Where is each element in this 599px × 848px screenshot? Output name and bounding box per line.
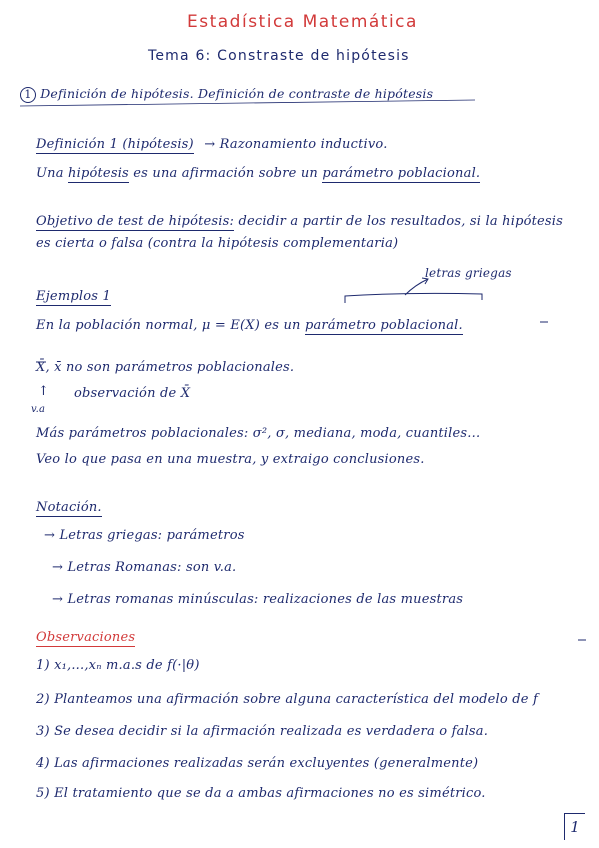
arrow-right-icon: → bbox=[44, 528, 56, 543]
observation-item-5: 5) El tratamiento que se da a ambas afirmaciones no es simétrico. bbox=[36, 786, 486, 801]
course-title: Estadística Matemática bbox=[187, 12, 418, 32]
example-line-2: X̄, x̄ no son parámetros poblacionales. bbox=[36, 360, 295, 375]
definition-text-middle: es una afirmación sobre un bbox=[133, 166, 318, 181]
bracket-icon bbox=[345, 293, 482, 303]
definition-term-hipotesis: hipótesis bbox=[68, 166, 129, 181]
example-line-4: Más parámetros poblacionales: σ², σ, mediana, moda, cuantiles... bbox=[36, 426, 481, 441]
objective-text-2: es cierta o falsa (contra la hipótesis complementaria) bbox=[36, 236, 399, 251]
example-line-1-formula: μ = E(X) es un bbox=[201, 318, 301, 333]
observation-item-1: 1) x₁,...,xₙ m.a.s de f(·|θ) bbox=[36, 658, 200, 673]
definition-label: Definición 1 (hipótesis) bbox=[36, 137, 194, 152]
example-line-5: Veo lo que pasa en una muestra, y extraigo conclusiones. bbox=[36, 452, 425, 467]
arrow-right-icon: → bbox=[52, 592, 64, 607]
definition-text-prefix: Una bbox=[36, 166, 64, 181]
example-line-3-arrow: ↑ bbox=[38, 384, 50, 399]
objective-label: Objetivo de test de hipótesis: bbox=[36, 214, 235, 229]
notation-item-1-text: Letras griegas: parámetros bbox=[59, 528, 245, 543]
arrow-up-right-icon bbox=[405, 279, 428, 295]
section-number: 1 bbox=[20, 87, 36, 103]
objective-text-1: decidir a partir de los resultados, si la hipótesis bbox=[238, 214, 564, 229]
section-heading-text: Definición de hipótesis. Definición de contraste de hipótesis bbox=[40, 86, 434, 101]
observation-item-4: 4) Las afirmaciones realizadas serán excluyentes (generalmente) bbox=[36, 756, 479, 771]
examples-label-text: Ejemplos 1 bbox=[36, 289, 111, 304]
observations-label-text: Observaciones bbox=[36, 630, 136, 645]
example-line-1-prefix: En la población normal, bbox=[36, 318, 198, 333]
notation-item-2-text: Letras Romanas: son v.a. bbox=[67, 560, 237, 575]
annotation-letras-griegas: letras griegas bbox=[425, 266, 512, 280]
example-line-3: observación de X̄ bbox=[74, 386, 191, 401]
observation-item-3: 3) Se desea decidir si la afirmación realizada es verdadera o falsa. bbox=[36, 724, 489, 739]
notation-label-text: Notación. bbox=[36, 500, 102, 515]
notation-item-3-text: Letras romanas minúsculas: realizaciones de las muestras bbox=[67, 592, 464, 607]
example-line-3-va: v.a bbox=[31, 404, 46, 415]
arrow-right-icon: → bbox=[52, 560, 64, 575]
example-line-1-term: parámetro poblacional. bbox=[304, 318, 463, 333]
page-number: 1 bbox=[564, 813, 585, 840]
topic-title: Tema 6: Constraste de hipótesis bbox=[148, 48, 410, 64]
definition-arrow-note: → Razonamiento inductivo. bbox=[204, 137, 388, 152]
heading-underline bbox=[20, 100, 475, 106]
definition-term-parametro: parámetro poblacional. bbox=[322, 166, 481, 181]
observation-item-2: 2) Planteamos una afirmación sobre alguna característica del modelo de f bbox=[36, 692, 538, 707]
